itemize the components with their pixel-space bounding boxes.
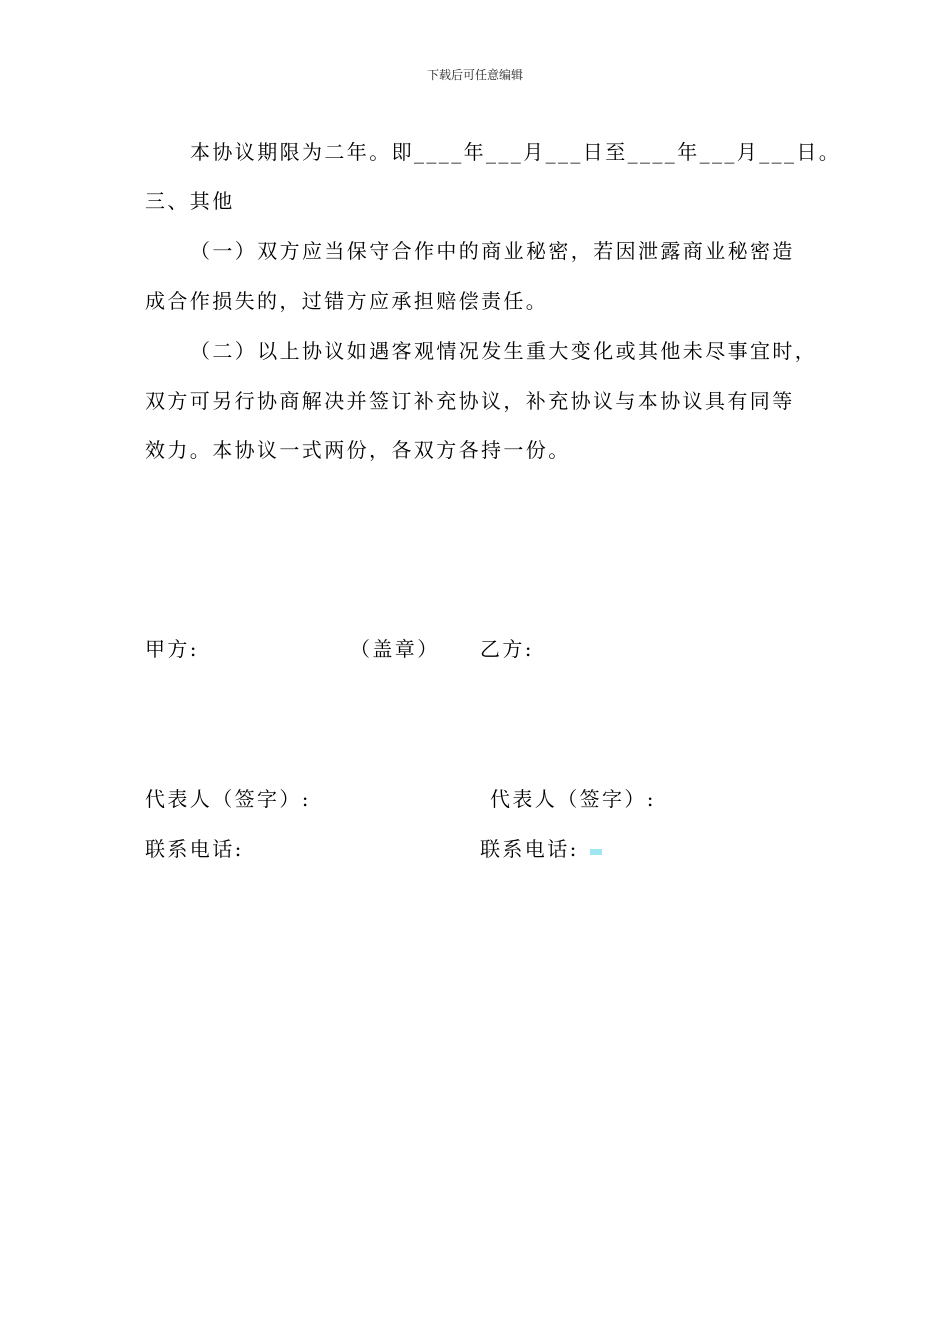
section-heading-other: 三、其他 [145,189,235,213]
clause-two-line-1: （二）以上协议如遇客观情况发生重大变化或其他未尽事宜时， [190,339,818,363]
seal-label: （盖章） [350,637,440,661]
party-b-label: 乙方: [480,637,534,661]
clause-two-line-2: 双方可另行协商解决并签订补充协议，补充协议与本协议具有同等 [145,389,795,413]
clause-one-line-2: 成合作损失的，过错方应承担赔偿责任。 [145,289,549,313]
text-cursor-highlight [590,849,602,855]
representative-a-label: 代表人（签字）: [145,787,311,811]
term-paragraph: 本协议期限为二年。即____年___月___日至____年___月___日。 [190,140,842,164]
phone-b-label: 联系电话: [480,837,579,861]
clause-one-line-1: （一）双方应当保守合作中的商业秘密，若因泄露商业秘密造 [190,239,795,263]
party-a-label: 甲方: [145,637,199,661]
page-header-note: 下载后可任意编辑 [426,68,523,82]
clause-two-line-3: 效力。本协议一式两份，各双方各持一份。 [145,438,571,462]
representative-b-label: 代表人（签字）: [490,787,656,811]
phone-a-label: 联系电话: [145,837,244,861]
